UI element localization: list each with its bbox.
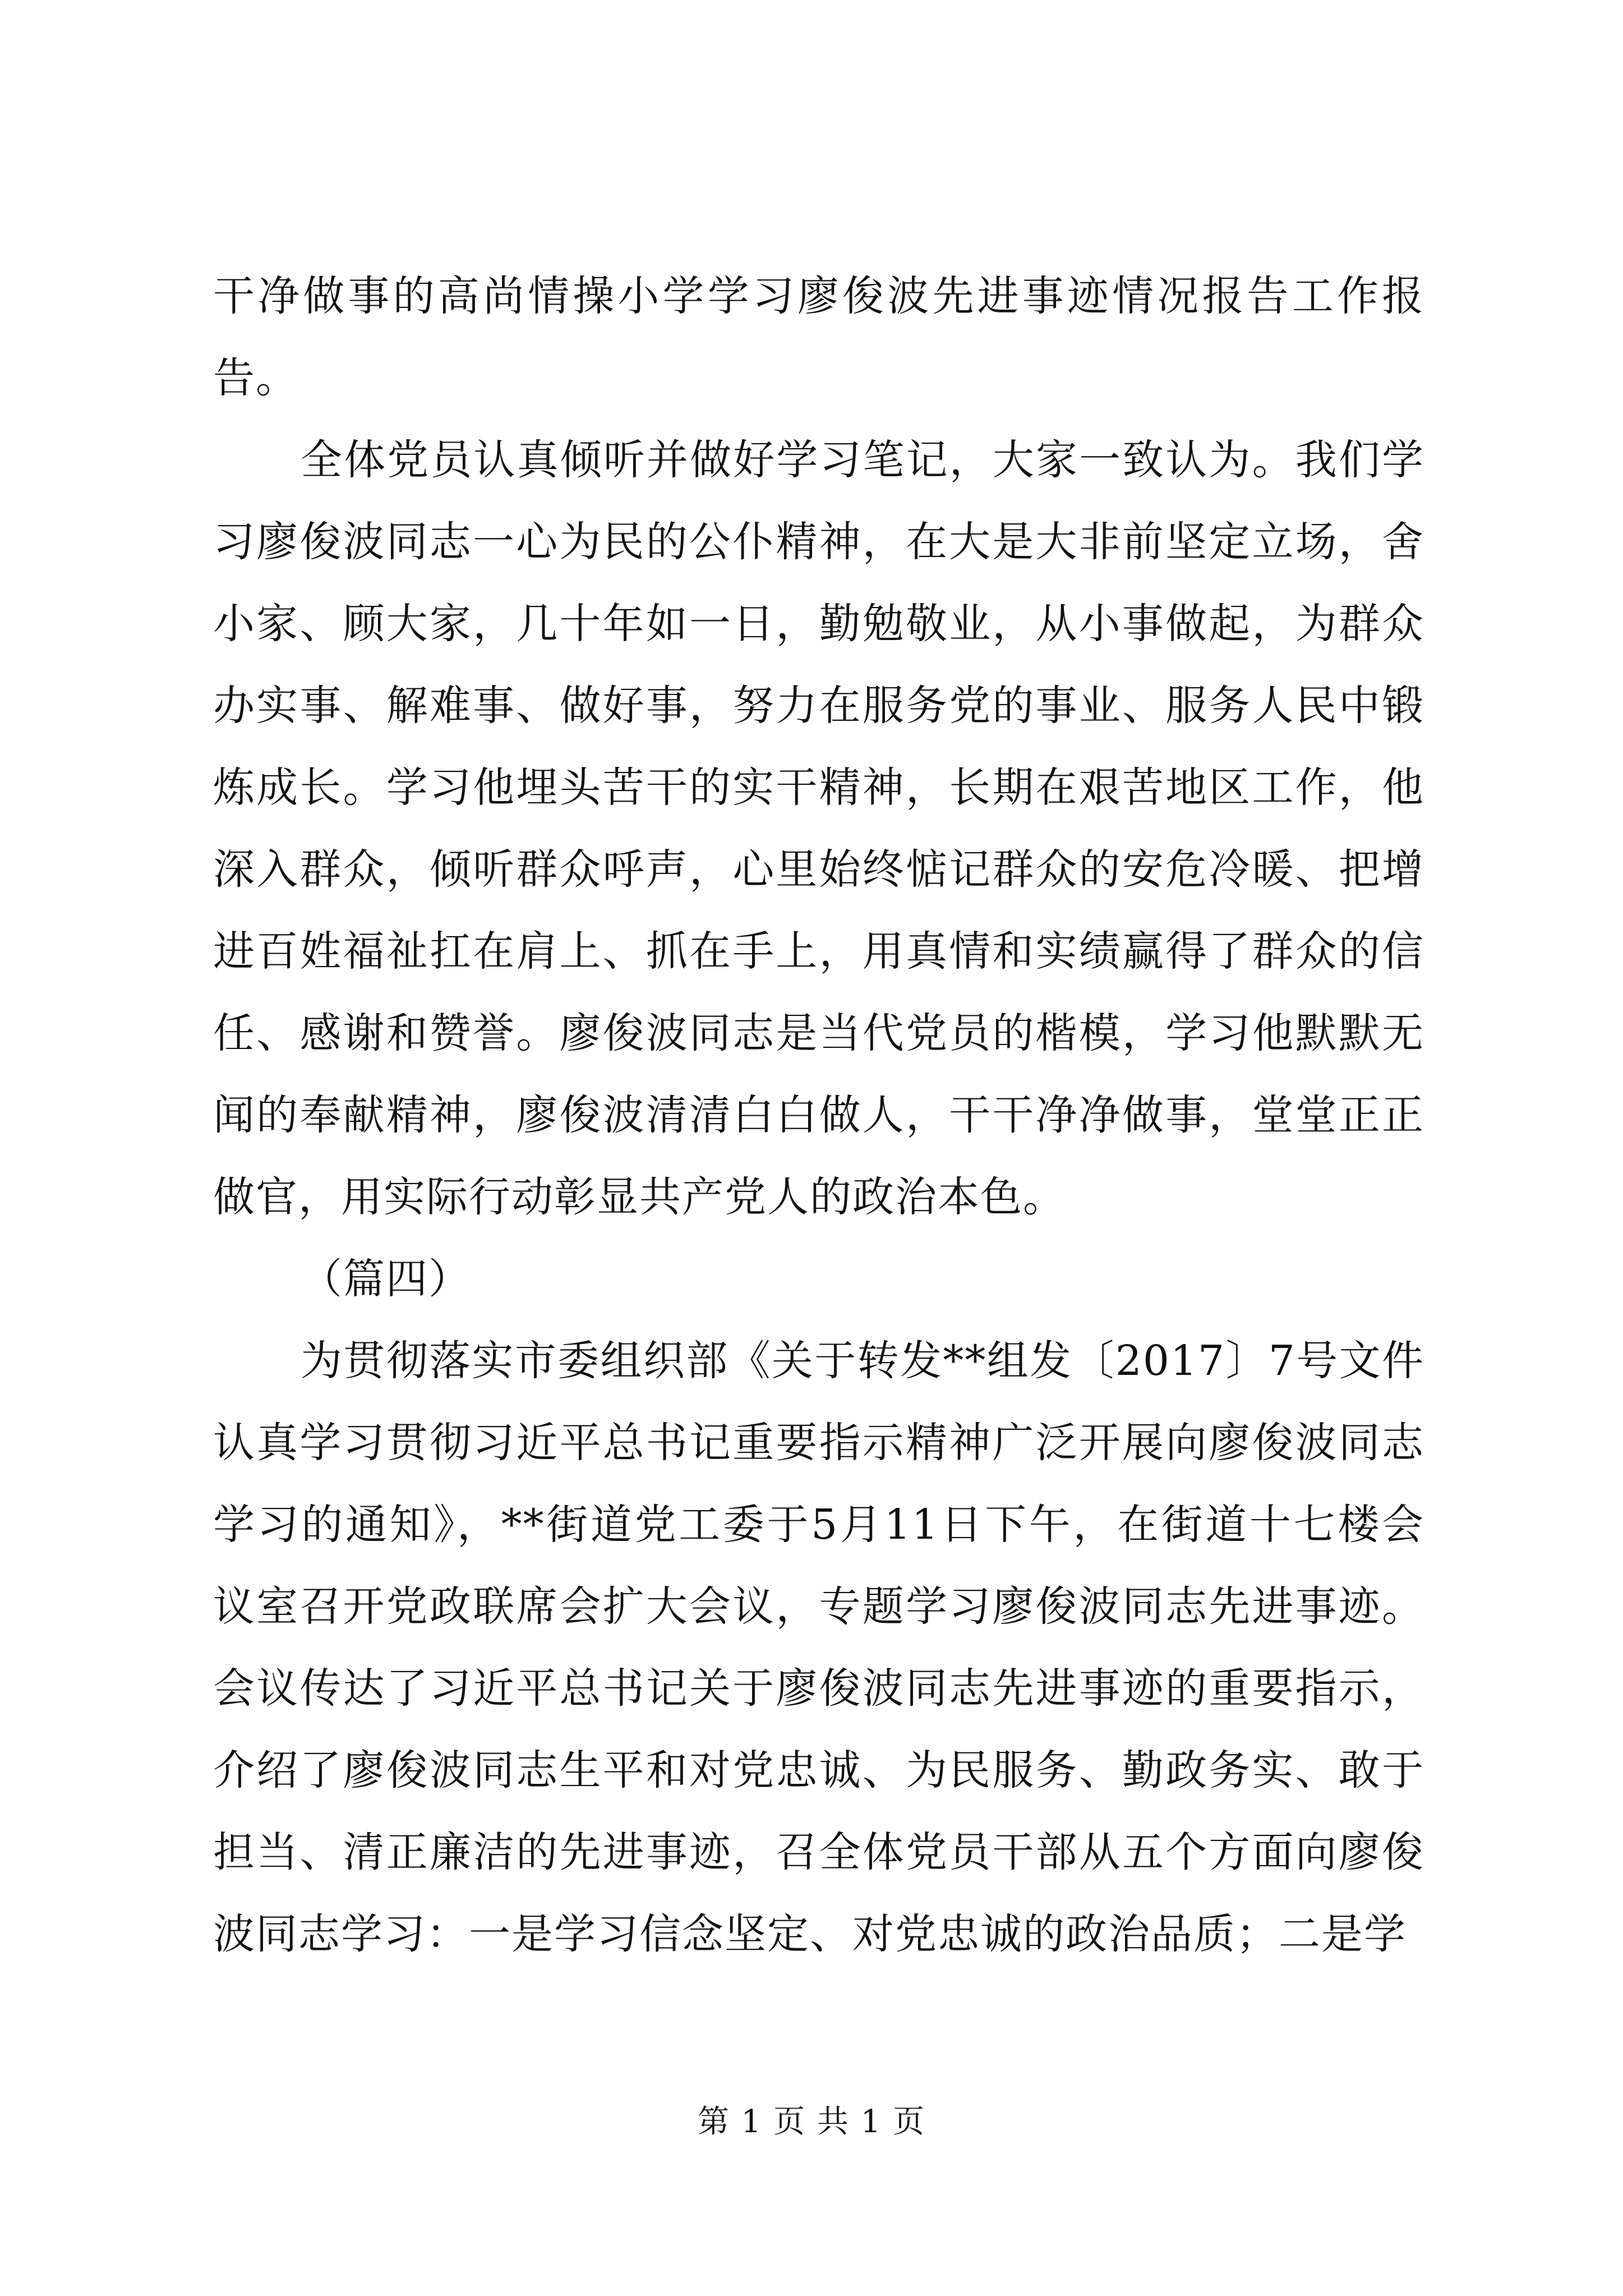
document-body xyxy=(213,255,1424,1975)
paragraph-study-summary: 全体党员认真倾听并做好学习笔记，大家一致认为。我们学习廖俊波同志一心为民的公仆精神，在大是大非前坚定立场，舍小家、顾大家，几十年如一日，勤勉敬业，从小事做起，为群众办实事、解难事、做好事，努力在服务党的事业、服务人民中锻炼成长。学习他埋头苦干的实干精神，长期在艰苦地区工作，他深入群众，倾听群众呼声，心里始终惦记群众的安危冷暖、把增进百姓福祉扛在肩上、抓在手上，用真情和实绩赢得了群众的信任、感谢和赞誉。廖俊波同志是当代党员的楷模，学习他默默无闻的奉献精神，廖俊波清清白白做人，干干净净做事，堂堂正正做官，用实际行动彰显共产党人的政治本色。 xyxy=(213,436,1424,1221)
page-footer: 第 1 页 共 1 页 xyxy=(697,2104,926,2140)
paragraph-meeting-report: 为贯彻落实市委组织部《关于转发**组发〔2017〕7号文件认真学习贯彻习近平总书记重要指示精神广泛开展向廖俊波同志学习的通知》，**街道党工委于5月11日下午，在街道十七楼会议室召开党政联席会扩大会议，专题学习廖俊波同志先进事迹。会议传达了习近平总书记关于廖俊波同志先进事迹的重要指示，介绍了廖俊波同志生平和对党忠诚、为民服务、勤政务实、敢于担当、清正廉洁的先进事迹，召全体党员干部从五个方面向廖俊波同志学习：一是学习信念坚定、对党忠诚的政治品质；二是学 xyxy=(213,1337,1424,1958)
section-heading: （篇四） xyxy=(301,1255,471,1303)
paragraph-continuation: 干净做事的高尚情操小学学习廖俊波先进事迹情况报告工作报告。 xyxy=(213,272,1424,402)
